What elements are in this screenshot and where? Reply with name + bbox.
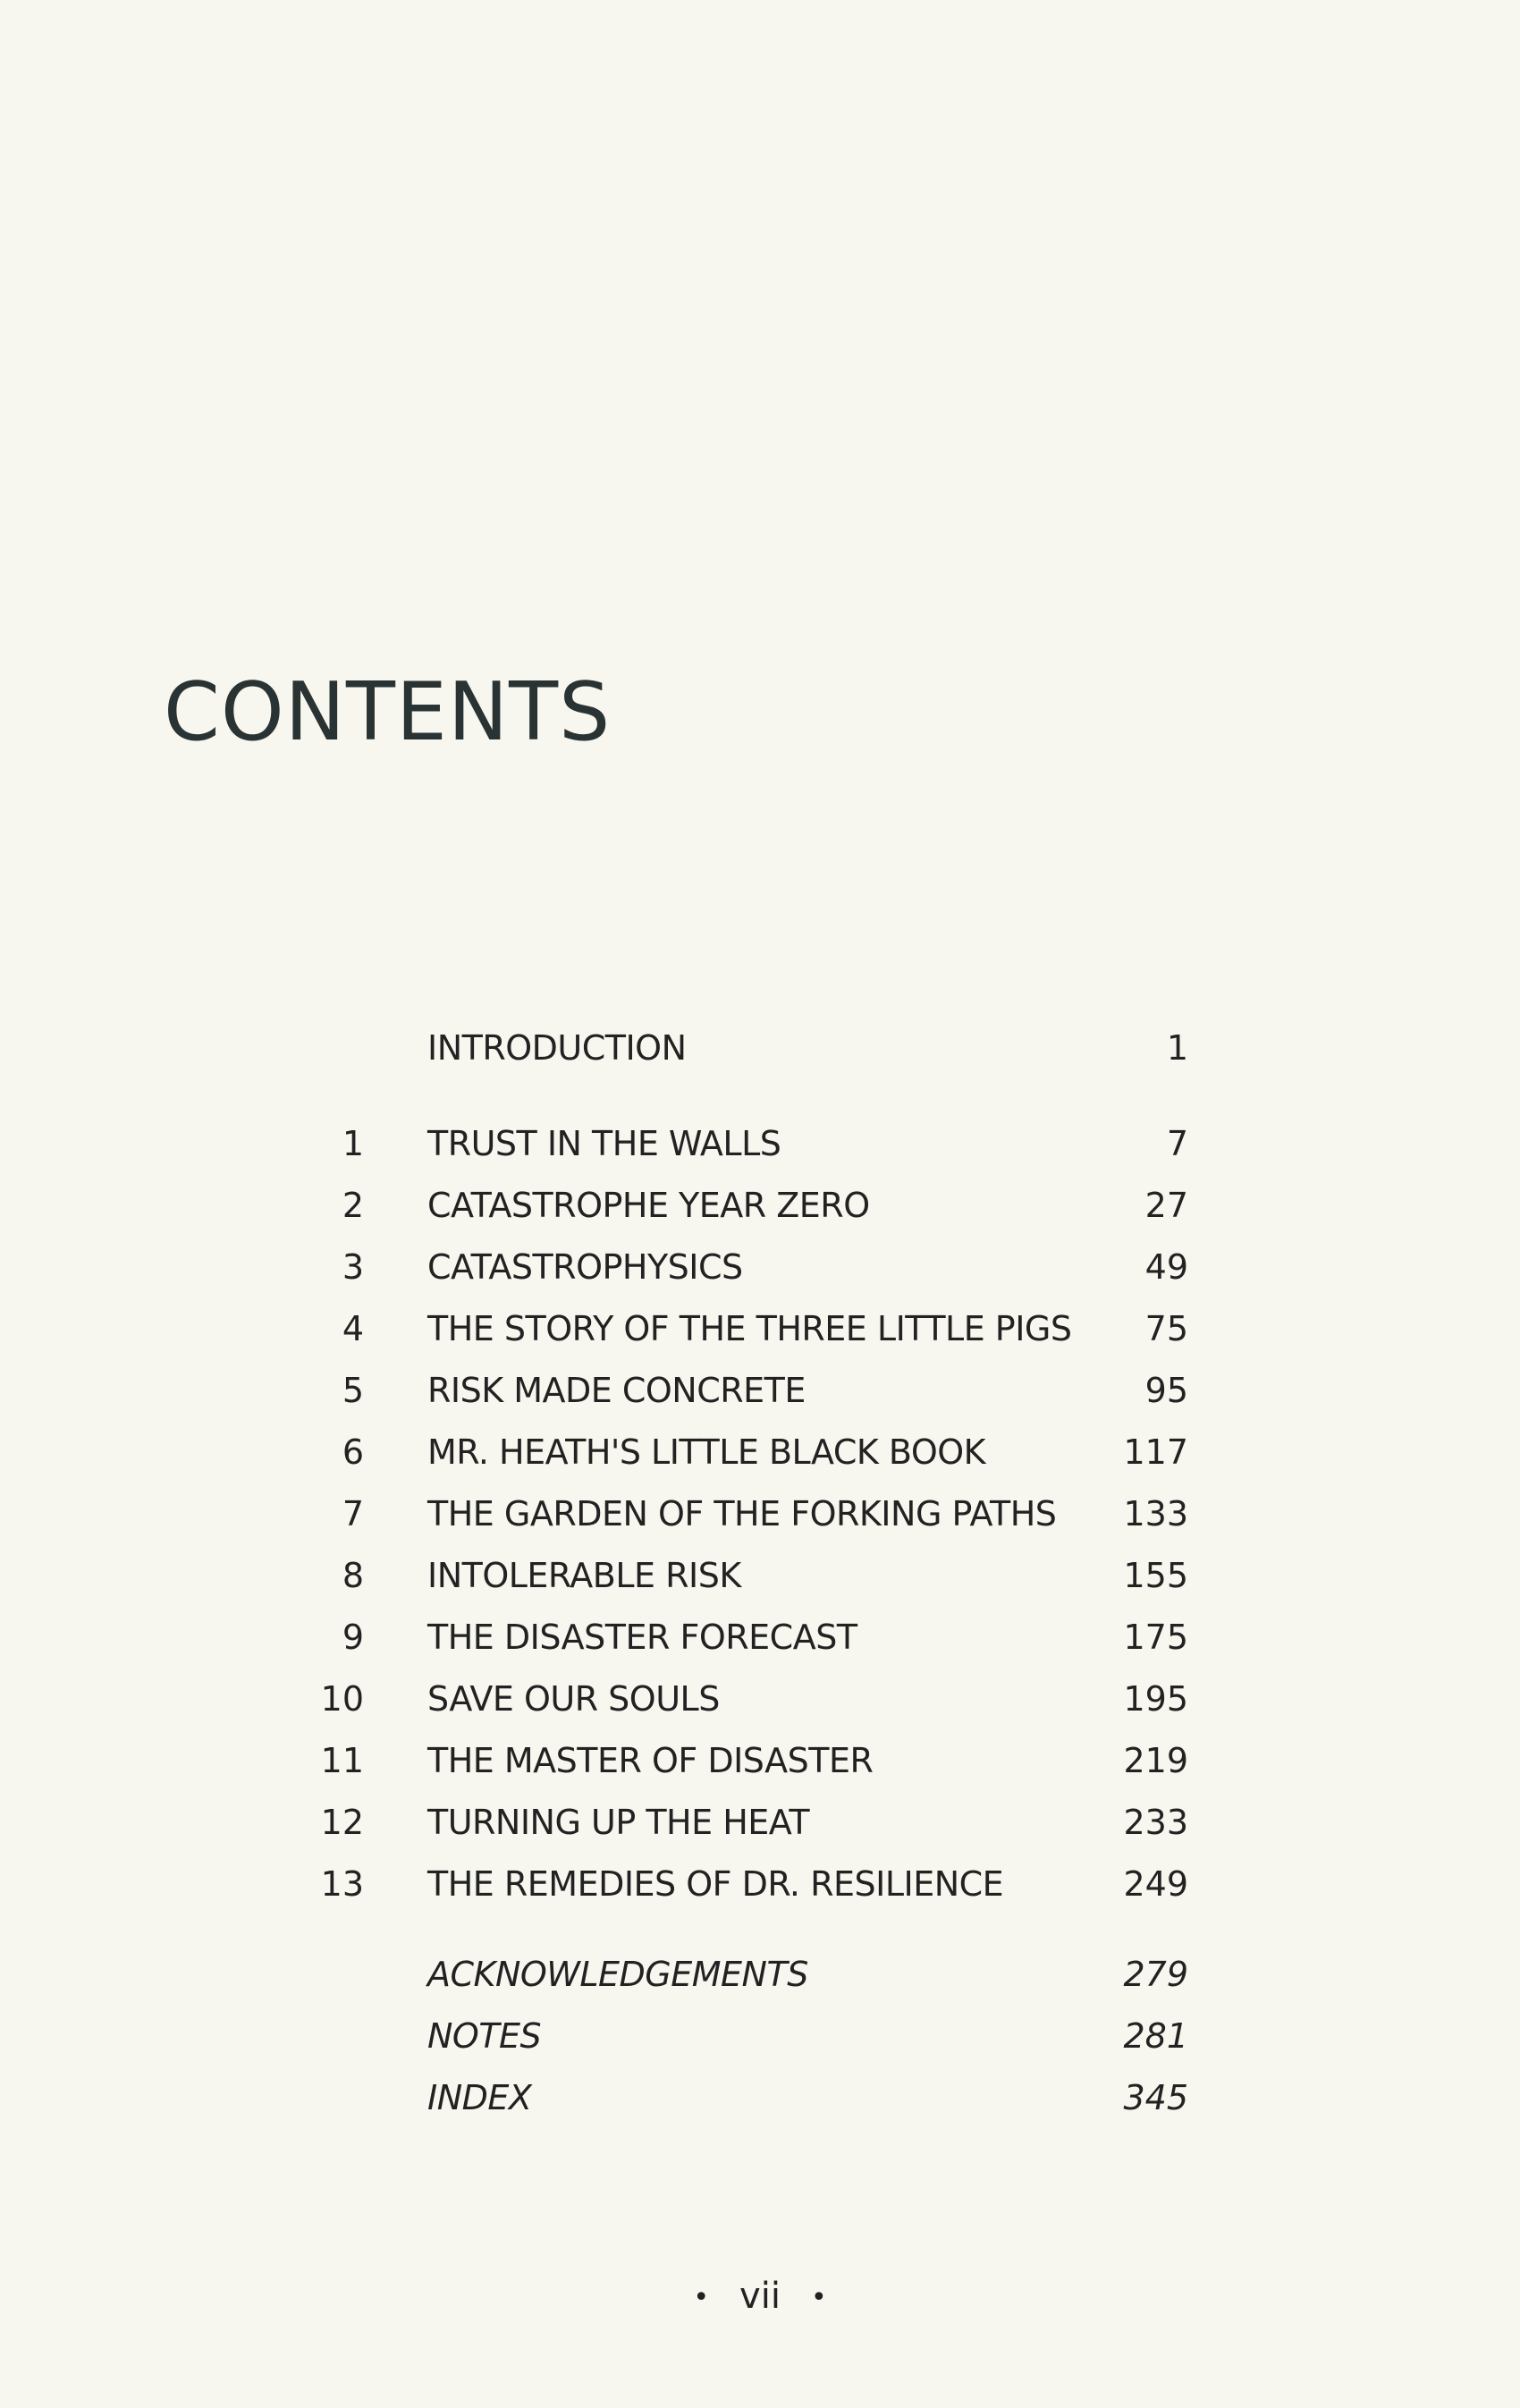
toc-chapter-page: 175 (1123, 1618, 1188, 1657)
toc-chapter-title: INTOLERABLE RISK (427, 1556, 741, 1595)
toc-chapter-4 (0, 1302, 1520, 1356)
toc-chapter-number: 9 (342, 1618, 364, 1657)
toc-entry-title: NOTES (427, 2016, 542, 2056)
toc-chapter-page: 233 (1123, 1803, 1188, 1842)
toc-chapter-title: CATASTROPHE YEAR ZERO (427, 1186, 870, 1225)
toc-chapter-number: 11 (320, 1741, 364, 1780)
page-folio (0, 2269, 1520, 2323)
toc-chapter-page: 49 (1144, 1247, 1188, 1287)
toc-entry-title: INDEX (427, 2078, 532, 2117)
toc-chapter-number: 1 (342, 1124, 364, 1163)
toc-entry-page: 281 (1123, 2016, 1188, 2056)
toc-chapter-8 (0, 1549, 1520, 1602)
toc-chapter-number: 10 (320, 1679, 364, 1719)
toc-chapter-number: 13 (320, 1864, 364, 1904)
folio-ornament-right: • (810, 2282, 827, 2313)
toc-chapter-title: TRUST IN THE WALLS (427, 1124, 781, 1163)
toc-entry-title: ACKNOWLEDGEMENTS (427, 1955, 808, 1994)
toc-chapter-number: 7 (342, 1494, 364, 1534)
toc-chapter-page: 95 (1144, 1371, 1188, 1410)
page-title: CONTENTS (164, 665, 612, 759)
toc-chapter-page: 219 (1123, 1741, 1188, 1780)
toc-entry-notes (0, 2009, 1520, 2063)
toc-chapter-11 (0, 1734, 1520, 1787)
toc-entry-introduction (0, 1021, 1520, 1075)
toc-chapter-page: 27 (1144, 1186, 1188, 1225)
toc-chapter-page: 117 (1123, 1432, 1188, 1472)
toc-chapter-number: 6 (342, 1432, 364, 1472)
toc-chapter-title: CATASTROPHYSICS (427, 1247, 743, 1287)
toc-chapter-7 (0, 1487, 1520, 1541)
toc-chapter-12 (0, 1795, 1520, 1849)
toc-chapter-page: 7 (1166, 1124, 1188, 1163)
toc-chapter-5 (0, 1364, 1520, 1417)
toc-chapter-number: 8 (342, 1556, 364, 1595)
toc-chapter-number: 5 (342, 1371, 364, 1410)
toc-entry-page: 345 (1123, 2078, 1188, 2117)
toc-chapter-1 (0, 1117, 1520, 1170)
toc-chapter-page: 155 (1123, 1556, 1188, 1595)
toc-chapter-number: 4 (342, 1309, 364, 1348)
toc-chapter-3 (0, 1240, 1520, 1294)
toc-entry-page: 1 (1166, 1028, 1188, 1068)
toc-chapter-title: SAVE OUR SOULS (427, 1679, 720, 1719)
toc-chapter-title: TURNING UP THE HEAT (427, 1803, 810, 1842)
toc-chapter-title: THE REMEDIES OF DR. RESILIENCE (427, 1864, 1004, 1904)
toc-entry-page: 279 (1123, 1955, 1188, 1994)
toc-chapter-page: 75 (1144, 1309, 1188, 1348)
toc-chapter-number: 2 (342, 1186, 364, 1225)
toc-entry-acknowledgements (0, 1948, 1520, 2001)
toc-chapter-page: 195 (1123, 1679, 1188, 1719)
toc-chapter-13 (0, 1857, 1520, 1911)
folio-page-number: vii (739, 2276, 781, 2317)
toc-chapter-title: RISK MADE CONCRETE (427, 1371, 806, 1410)
toc-chapter-10 (0, 1672, 1520, 1726)
folio-ornament-left: • (693, 2282, 710, 2313)
toc-chapter-6 (0, 1425, 1520, 1479)
toc-chapter-number: 12 (320, 1803, 364, 1842)
toc-chapter-title: THE STORY OF THE THREE LITTLE PIGS (427, 1309, 1072, 1348)
toc-chapter-title: THE MASTER OF DISASTER (427, 1741, 874, 1780)
toc-chapter-number: 3 (342, 1247, 364, 1287)
toc-chapter-title: THE GARDEN OF THE FORKING PATHS (427, 1494, 1057, 1534)
toc-chapter-9 (0, 1610, 1520, 1664)
toc-chapter-page: 133 (1123, 1494, 1188, 1534)
toc-chapter-title: THE DISASTER FORECAST (427, 1618, 857, 1657)
toc-chapter-title: MR. HEATH'S LITTLE BLACK BOOK (427, 1432, 986, 1472)
toc-entry-title: INTRODUCTION (427, 1028, 687, 1068)
toc-chapter-page: 249 (1123, 1864, 1188, 1904)
toc-chapter-2 (0, 1179, 1520, 1232)
toc-entry-index (0, 2071, 1520, 2125)
